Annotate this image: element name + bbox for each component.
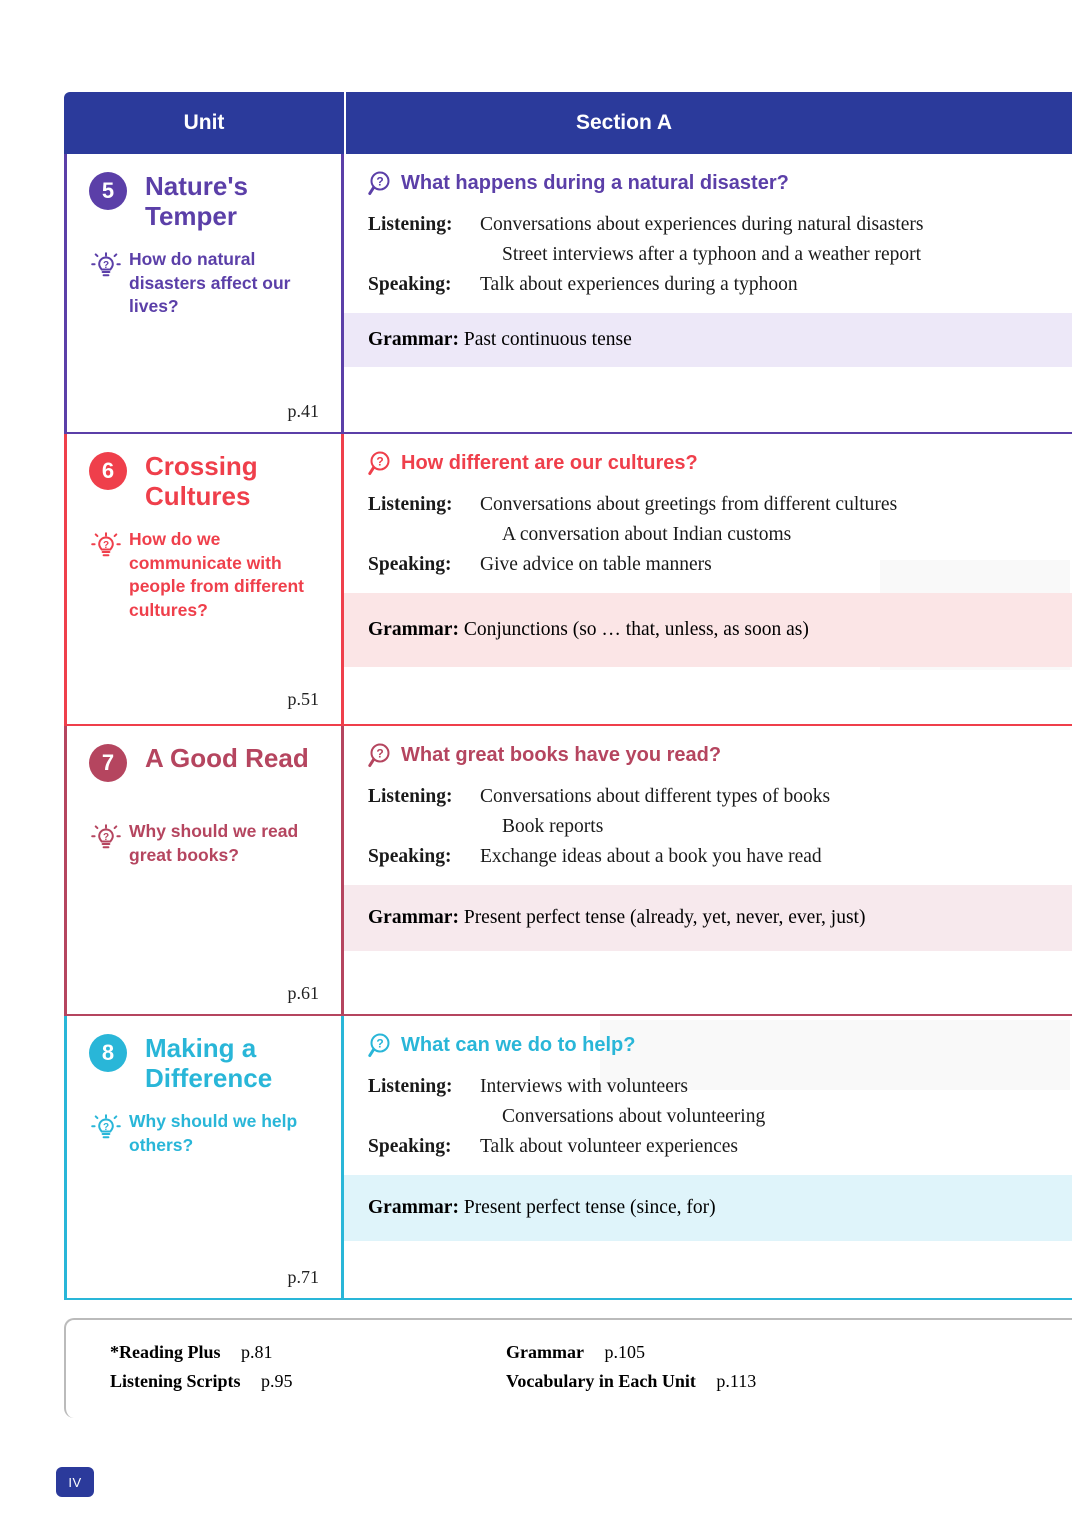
speaking-value: Talk about volunteer experiences (480, 1136, 738, 1158)
skills-block (368, 1072, 1052, 1163)
unit-number-badge: 8 (89, 1034, 127, 1072)
speaking-label: Speaking: (368, 554, 452, 576)
reading-plus-page: p.81 (241, 1342, 273, 1362)
column-header-unit: Unit (64, 92, 346, 154)
back-matter-box (64, 1318, 1072, 1418)
listening-value-2: Street interviews after a typhoon and a weather report (502, 244, 922, 266)
grammar-band (344, 885, 1072, 951)
grammar-band (344, 313, 1072, 367)
table-row (64, 726, 1072, 1016)
listening-value: Interviews with volunteers (480, 1076, 688, 1097)
back-matter-right (506, 1338, 756, 1396)
listening-value-2: Book reports (502, 816, 604, 838)
speaking-label: Speaking: (368, 846, 452, 868)
essential-question: How do natural disasters affect our lives? (129, 249, 291, 317)
listening-scripts-page: p.95 (261, 1370, 293, 1391)
svg-text:?: ? (102, 540, 110, 551)
listening-value-2: Conversations about volunteering (502, 1106, 766, 1128)
skills-block (368, 210, 1052, 301)
skills-block (368, 490, 1052, 581)
unit-cell (64, 726, 344, 1014)
lightbulb-icon (89, 822, 123, 861)
listening-value: Conversations about experiences during natural disasters (480, 214, 924, 235)
unit-cell (64, 434, 344, 724)
magnifier-question-icon (368, 1032, 394, 1058)
section-cell (344, 1016, 1072, 1298)
section-cell (344, 434, 1072, 724)
grammar-value: Present perfect tense (already, yet, never, ever, just) (463, 906, 866, 928)
list-item (110, 1338, 293, 1367)
section-question: What happens during a natural disaster? (401, 171, 789, 194)
skills-block (368, 782, 1052, 873)
unit-number-badge: 5 (89, 172, 127, 210)
grammar-label: Grammar: (368, 328, 459, 350)
speaking-value: Give advice on table manners (480, 554, 712, 576)
unit-title: Making a Difference (145, 1033, 273, 1093)
speaking-value: Exchange ideas about a book you have read (480, 846, 822, 868)
grammar-ref-label: Grammar (506, 1342, 584, 1362)
magnifier-question-icon (368, 450, 394, 476)
speaking-value: Talk about experiences during a typhoon (480, 274, 798, 296)
unit-page-ref: p.41 (287, 401, 319, 421)
list-item (506, 1338, 756, 1367)
table-row (64, 1016, 1072, 1300)
grammar-band (344, 593, 1072, 667)
grammar-value: Past continuous tense (463, 328, 632, 350)
essential-question-row (89, 248, 323, 319)
unit-title: Nature's Temper (145, 171, 248, 231)
back-matter-left (110, 1338, 293, 1396)
grammar-value: Conjunctions (so … that, unless, as soon as) (463, 618, 809, 640)
listening-value-2: A conversation about Indian customs (502, 524, 792, 546)
listening-scripts-label: Listening Scripts (110, 1370, 241, 1391)
lightbulb-icon (89, 530, 123, 569)
grammar-band (344, 1175, 1072, 1241)
table-row (64, 434, 1072, 726)
unit-page-ref: p.71 (287, 1267, 319, 1287)
unit-cell (64, 1016, 344, 1298)
listening-label: Listening: (368, 494, 453, 515)
svg-text:?: ? (376, 746, 384, 761)
page-number: IV (56, 1467, 94, 1497)
unit-page-ref: p.61 (287, 983, 319, 1003)
essential-question-row (89, 820, 323, 867)
section-question-row (368, 742, 1052, 768)
unit-number-badge: 6 (89, 452, 127, 490)
vocabulary-ref-page: p.113 (716, 1370, 757, 1391)
svg-text:?: ? (102, 832, 110, 843)
table-row (64, 154, 1072, 434)
speaking-label: Speaking: (368, 274, 452, 296)
essential-question: How do we communicate with people from different cultures? (129, 529, 305, 620)
grammar-label: Grammar: (368, 1196, 459, 1218)
list-item (506, 1367, 756, 1396)
section-question: What can we do to help? (401, 1033, 636, 1056)
essential-question-row (89, 1110, 323, 1157)
section-question-row (368, 170, 1052, 196)
svg-text:?: ? (102, 260, 110, 271)
vocabulary-ref-label: Vocabulary in Each Unit (506, 1370, 696, 1391)
magnifier-question-icon (368, 742, 394, 768)
svg-text:?: ? (102, 1122, 110, 1133)
grammar-ref-page: p.105 (604, 1342, 645, 1362)
section-question: How different are our cultures? (401, 451, 698, 474)
svg-text:?: ? (376, 454, 384, 469)
section-question: What great books have you read? (401, 743, 722, 766)
lightbulb-icon (89, 250, 123, 289)
listening-label: Listening: (368, 1076, 453, 1097)
unit-title: A Good Read (145, 743, 309, 773)
listening-label: Listening: (368, 214, 453, 235)
column-header-section-a: Section A (575, 111, 673, 134)
reading-plus-label: *Reading Plus (110, 1342, 221, 1362)
essential-question: Why should we help others? (129, 1111, 298, 1155)
listening-label: Listening: (368, 786, 453, 807)
list-item (110, 1367, 293, 1396)
magnifier-question-icon (368, 170, 394, 196)
lightbulb-icon (89, 1112, 123, 1151)
section-question-row (368, 1032, 1052, 1058)
unit-title: Crossing Cultures (145, 451, 258, 511)
unit-page-ref: p.51 (287, 689, 319, 709)
unit-number-badge: 7 (89, 744, 127, 782)
svg-text:?: ? (376, 1036, 384, 1051)
section-cell (344, 154, 1072, 432)
speaking-label: Speaking: (368, 1136, 452, 1158)
contents-table (64, 92, 1072, 1300)
grammar-label: Grammar: (368, 618, 459, 640)
section-cell (344, 726, 1072, 1014)
grammar-value: Present perfect tense (since, for) (463, 1196, 716, 1218)
section-question-row (368, 450, 1052, 476)
listening-value: Conversations about different types of books (480, 786, 831, 807)
essential-question: Why should we read great books? (129, 821, 299, 865)
listening-value: Conversations about greetings from different cultures (480, 494, 898, 515)
grammar-label: Grammar: (368, 906, 459, 928)
unit-cell (64, 154, 344, 432)
svg-text:?: ? (376, 174, 384, 189)
table-header (64, 92, 1072, 154)
essential-question-row (89, 528, 323, 623)
